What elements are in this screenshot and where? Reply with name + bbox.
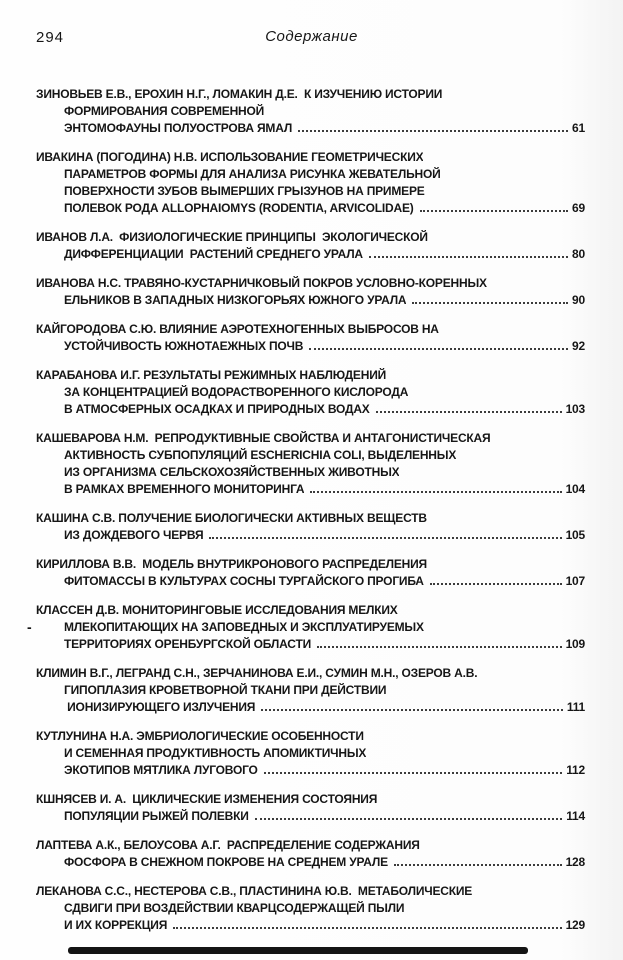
toc-entry [36, 149, 585, 217]
entry-line [36, 602, 585, 619]
entry-page-number: 112 [566, 763, 585, 777]
entry-line [36, 229, 585, 246]
entry-line-text: ИВАНОВА Н.С. ТРАВЯНО-КУСТАРНИЧКОВЫЙ ПОКРОВ УСЛОВНО-КОРЕННЫХ [36, 276, 487, 290]
entry-line [36, 883, 585, 900]
entry-line-text: ЭКОТИПОВ МЯТЛИКА ЛУГОВОГО [64, 763, 258, 777]
entry-line-text: И СЕМЕННАЯ ПРОДУКТИВНОСТЬ АПОМИКТИЧНЫХ [64, 746, 367, 760]
entry-line-text: КАРАБАНОВА И.Г. РЕЗУЛЬТАТЫ РЕЖИМНЫХ НАБЛЮДЕНИЙ [36, 368, 387, 382]
entry-line [36, 808, 585, 825]
entry-page-number: 80 [572, 247, 585, 261]
entry-page-number: 104 [565, 482, 585, 496]
dot-leader [209, 537, 561, 539]
entry-line [36, 86, 585, 103]
entry-line-text: СДВИГИ ПРИ ВОЗДЕЙСТВИИ КВАРЦСОДЕРЖАЩЕЙ ПЫЛИ [64, 901, 405, 915]
entry-line [36, 682, 585, 699]
entry-line [36, 619, 585, 636]
entry-line [36, 573, 585, 590]
page-title: Содержание [265, 28, 358, 45]
entry-line [36, 900, 585, 917]
dot-leader [420, 210, 568, 212]
entry-line [36, 384, 585, 401]
entry-line [36, 120, 585, 137]
entry-line [36, 367, 585, 384]
entry-line-text: ДИФФЕРЕНЦИАЦИИ РАСТЕНИЙ СРЕДНЕГО УРАЛА [64, 247, 363, 261]
entry-line-text: ФИТОМАССЫ В КУЛЬТУРАХ СОСНЫ ТУРГАЙСКОГО ПРОГИБА [64, 574, 424, 588]
entry-line [36, 401, 585, 418]
dot-leader [376, 411, 562, 413]
entry-page-number: 107 [565, 574, 585, 588]
entry-line [36, 430, 585, 447]
entry-line-text: КАЙГОРОДОВА С.Ю. ВЛИЯНИЕ АЭРОТЕХНОГЕННЫХ ВЫБРОСОВ НА [36, 322, 439, 336]
entry-line [36, 275, 585, 292]
entry-line [36, 699, 585, 716]
entry-line [36, 917, 585, 934]
toc-entry [36, 602, 585, 653]
toc-entry [36, 430, 585, 498]
entry-line-text: ИЗ ОРГАНИЗМА СЕЛЬСКОХОЗЯЙСТВЕННЫХ ЖИВОТНЫХ [64, 465, 400, 479]
entry-line [36, 292, 585, 309]
dot-leader [298, 130, 568, 132]
entry-line [36, 510, 585, 527]
entry-line [36, 556, 585, 573]
toc-entry [36, 665, 585, 716]
entry-line-text: АКТИВНОСТЬ СУБПОПУЛЯЦИЙ ESCHERICHIA COLI, ВЫДЕЛЕННЫХ [64, 448, 457, 462]
entry-line-text: КАШИНА С.В. ПОЛУЧЕНИЕ БИОЛОГИЧЕСКИ АКТИВНЫХ ВЕЩЕСТВ [36, 511, 427, 525]
entry-line [36, 149, 585, 166]
dot-leader [317, 646, 562, 648]
toc-entry [36, 275, 585, 309]
entry-line-text: КИРИЛЛОВА В.В. МОДЕЛЬ ВНУТРИКРОНОВОГО РАСПРЕДЕЛЕНИЯ [36, 557, 427, 571]
entry-line [36, 837, 585, 854]
entry-page-number: 103 [565, 402, 585, 416]
toc-entry [36, 510, 585, 544]
entry-line-text: УСТОЙЧИВОСТЬ ЮЖНОТАЕЖНЫХ ПОЧВ [64, 339, 304, 353]
toc-entry [36, 791, 585, 825]
entry-line-text: ЕЛЬНИКОВ В ЗАПАДНЫХ НИЗКОГОРЬЯХ ЮЖНОГО УРАЛА [64, 293, 407, 307]
entry-page-number: 69 [572, 201, 585, 215]
dot-leader [430, 583, 562, 585]
entry-line-text: ПОВЕРХНОСТИ ЗУБОВ ВЫМЕРШИХ ГРЫЗУНОВ НА ПРИМЕРЕ [64, 184, 425, 198]
dot-leader [310, 491, 561, 493]
dot-leader [394, 864, 562, 866]
entry-line [36, 246, 585, 263]
page-number: 294 [36, 29, 65, 46]
entry-page-number: 109 [565, 637, 585, 651]
entry-line-text: ПОПУЛЯЦИИ РЫЖЕЙ ПОЛЕВКИ [64, 809, 249, 823]
toc-entry [36, 837, 585, 871]
entry-line-text: ЛЕКАНОВА С.С., НЕСТЕРОВА С.В., ПЛАСТИНИНА Ю.В. МЕТАБОЛИЧЕСКИЕ [36, 884, 473, 898]
entry-line-text: МЛЕКОПИТАЮЩИХ НА ЗАПОВЕДНЫХ И ЭКСПЛУАТИРУЕМЫХ [64, 620, 424, 634]
entry-page-number: 128 [565, 855, 585, 869]
entry-line-text: ПАРАМЕТРОВ ФОРМЫ ДЛЯ АНАЛИЗА РИСУНКА ЖЕВАТЕЛЬНОЙ [64, 167, 441, 181]
entry-line-text: И ИХ КОРРЕКЦИЯ [64, 918, 168, 932]
entry-line [36, 728, 585, 745]
entry-line [36, 200, 585, 217]
page-header [0, 28, 623, 52]
entry-line-text: В РАМКАХ ВРЕМЕННОГО МОНИТОРИНГА [64, 482, 305, 496]
entry-line-text: ЗИНОВЬЕВ Е.В., ЕРОХИН Н.Г., ЛОМАКИН Д.Е. К ИЗУЧЕНИЮ ИСТОРИИ [36, 87, 443, 101]
entry-page-number: 111 [566, 700, 585, 714]
entry-line [36, 183, 585, 200]
entry-line-text: ЛАПТЕВА А.К., БЕЛОУСОВА А.Г. РАСПРЕДЕЛЕНИЕ СОДЕРЖАНИЯ [36, 838, 420, 852]
entry-line [36, 527, 585, 544]
entry-line [36, 636, 585, 653]
dot-leader [309, 348, 568, 350]
toc-entry [36, 367, 585, 418]
entry-page-number: 105 [565, 528, 585, 542]
entry-line [36, 481, 585, 498]
dot-leader [369, 256, 568, 258]
entry-line-text: ТЕРРИТОРИЯХ ОРЕНБУРГСКОЙ ОБЛАСТИ [64, 637, 312, 651]
entry-page-number: 90 [572, 293, 585, 307]
entry-line-text: ИОНИЗИРУЮЩЕГО ИЗЛУЧЕНИЯ [64, 700, 256, 714]
entry-line-text: КШНЯСЕВ И. А. ЦИКЛИЧЕСКИЕ ИЗМЕНЕНИЯ СОСТОЯНИЯ [36, 792, 378, 806]
dot-leader [264, 772, 563, 774]
entry-line [36, 791, 585, 808]
dot-leader [173, 927, 561, 929]
entry-line-text: В АТМОСФЕРНЫХ ОСАДКАХ И ПРИРОДНЫХ ВОДАХ [64, 402, 370, 416]
dot-leader [261, 709, 563, 711]
margin-mark: - [27, 619, 32, 635]
dot-leader [412, 302, 568, 304]
toc-entry [36, 86, 585, 137]
entry-line [36, 447, 585, 464]
entry-line [36, 854, 585, 871]
entry-page-number: 129 [565, 918, 585, 932]
entry-line [36, 464, 585, 481]
entry-page-number: 92 [572, 339, 585, 353]
entry-line-text: ИВАНОВ Л.А. ФИЗИОЛОГИЧЕСКИЕ ПРИНЦИПЫ ЭКОЛОГИЧЕСКОЙ [36, 230, 428, 244]
entry-line-text: КЛИМИН В.Г., ЛЕГРАНД С.Н., ЗЕРЧАНИНОВА Е.И., СУМИН М.Н., ОЗЕРОВ А.В. [36, 666, 478, 680]
toc-entry [36, 883, 585, 934]
entry-line-text: ПОЛЕВОК РОДА ALLOPHAIOMYS (RODENTIA, ARVICOLIDAE) [64, 201, 414, 215]
entry-line-text: ГИПОПЛАЗИЯ КРОВЕТВОРНОЙ ТКАНИ ПРИ ДЕЙСТВИИ [64, 683, 387, 697]
entry-line [36, 166, 585, 183]
entry-line-text: КУТЛУНИНА Н.А. ЭМБРИОЛОГИЧЕСКИЕ ОСОБЕННОСТИ [36, 729, 364, 743]
toc-entry [36, 229, 585, 263]
entry-line-text: ЗА КОНЦЕНТРАЦИЕЙ ВОДОРАСТВОРЕННОГО КИСЛОРОДА [64, 385, 409, 399]
entry-line-text: ФОСФОРА В СНЕЖНОМ ПОКРОВЕ НА СРЕДНЕМ УРАЛЕ [64, 855, 388, 869]
toc-entry [36, 728, 585, 779]
entry-page-number: 61 [572, 121, 585, 135]
entry-line-text: ИВАКИНА (ПОГОДИНА) Н.В. ИСПОЛЬЗОВАНИЕ ГЕОМЕТРИЧЕСКИХ [36, 150, 424, 164]
entry-line-text: КАШЕВАРОВА Н.М. РЕПРОДУКТИВНЫЕ СВОЙСТВА И АНТАГОНИСТИЧЕСКАЯ [36, 431, 491, 445]
toc-entry [36, 321, 585, 355]
entry-line-text: ИЗ ДОЖДЕВОГО ЧЕРВЯ [64, 528, 204, 542]
toc-entry [36, 556, 585, 590]
entry-line [36, 762, 585, 779]
entry-line [36, 665, 585, 682]
entry-line [36, 103, 585, 120]
entry-line-text: КЛАССЕН Д.В. МОНИТОРИНГОВЫЕ ИССЛЕДОВАНИЯ МЕЛКИХ [36, 603, 398, 617]
entry-line-text: ЭНТОМОФАУНЫ ПОЛУОСТРОВА ЯМАЛ [64, 121, 293, 135]
scan-artifact-bar [68, 947, 528, 954]
entry-line [36, 745, 585, 762]
dot-leader [255, 818, 563, 820]
entry-line-text: ФОРМИРОВАНИЯ СОВРЕМЕННОЙ [64, 104, 265, 118]
entry-page-number: 114 [566, 809, 585, 823]
toc-entries [36, 86, 585, 946]
entry-line [36, 338, 585, 355]
entry-line [36, 321, 585, 338]
